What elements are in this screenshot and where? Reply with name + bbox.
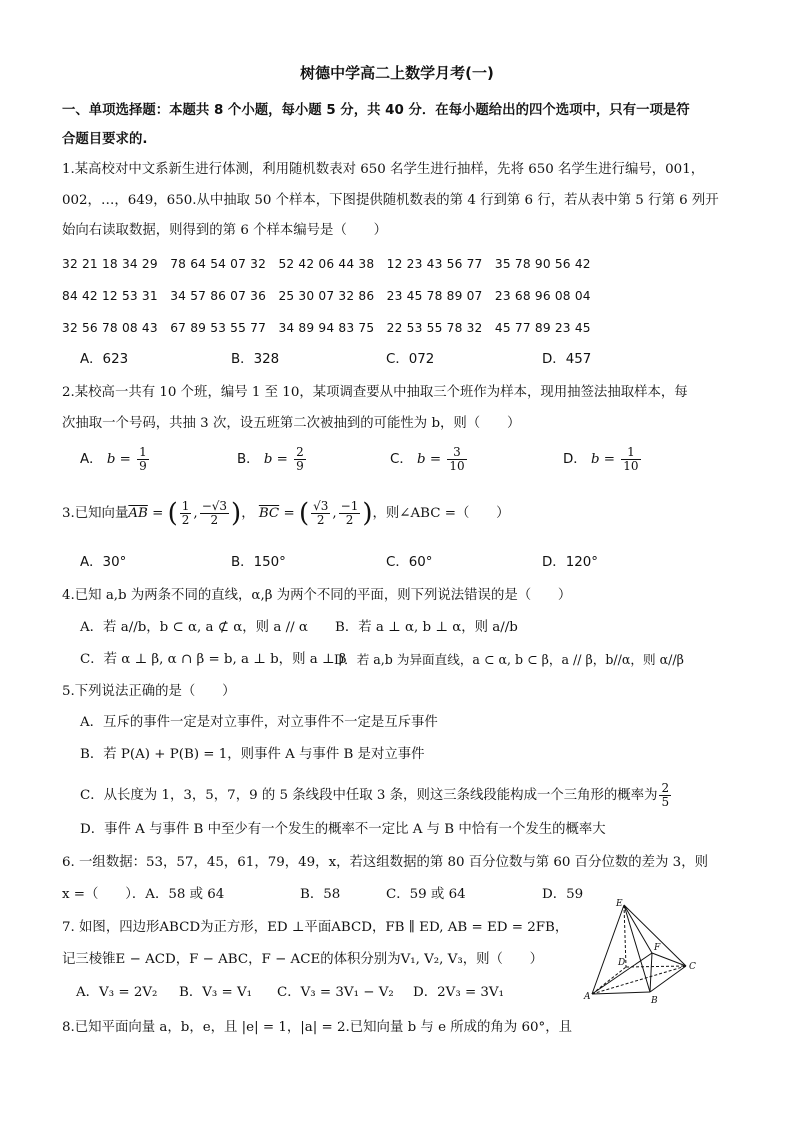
q2-option-a [80,446,151,473]
q2-option-a-fraction [137,446,149,473]
label-e: E [616,899,623,909]
random-table-row-5: 84 42 12 53 31 34 57 86 07 36 25 30 07 32 86 23 45 78 89 07 23 68 96 08 04 [62,289,591,303]
q1-line1: 1.某高校对中文系新生进行体测，利用随机数表对 650 名学生进行抽样，先将 650 名学生进行编号，001， [62,162,705,177]
q2-option-d-num: 1 [621,446,640,460]
q3-frac-a [180,500,192,527]
q5-option-b: B．若 P(A) + P(B) = 1，则事件 A 与事件 B 是对立事件 [80,747,425,762]
q2-option-d-label: D． [563,452,587,467]
q2-option-a-den: 9 [139,459,147,473]
q5-option-c-fraction [659,782,671,809]
label-c: C [689,962,696,972]
random-table-row-6: 32 56 78 08 43 67 89 53 55 77 34 89 94 83 75 22 53 55 78 32 45 77 89 23 45 [62,321,591,335]
q1-option-c: C．072 [386,352,435,367]
q2-option-c-den: 10 [449,459,465,473]
q5-option-c-den: 5 [661,795,670,809]
edge-fb [650,953,652,992]
q3-frac-b [200,500,229,527]
q1-option-b: B．328 [231,352,280,367]
edge-bc [650,966,686,992]
q6-option-d: D．59 [542,887,584,902]
q3-stem: 3.已知向量$\overline{AB}$ = ( $\frac{1}{2}$ , $\frac{-√3}{2}$ )， $\overline{BC}$ = ( $\frac{√3}{2}$ , $\frac{-1}{2}$ )，则∠ABC =（ ） [62,498,510,529]
q5-option-d: D．事件 A 与事件 B 中至少有一个发生的概率不一定比 A 与 B 中恰有一个发生的概率大 [80,822,606,837]
q2-option-c [390,446,469,473]
q7-option-c: C．V₃ = 3V₁ − V₂ [277,985,394,1000]
q3-vector-ab: $\overline{AB}$ [128,506,148,521]
q7-line2: 记三棱锥E − ACD，F − ABC，F − ACE的体积分别为V₁, V₂, V₃，则（ ） [62,952,544,967]
q2-option-c-lhs: b = [417,452,442,467]
q7-option-a: A．V₃ = 2V₂ [76,985,158,1000]
q2-option-a-label: A． [80,452,103,467]
q4-option-a: A．若 a//b，b ⊂ α, a ⊄ α，则 a // α [80,620,308,635]
q3-frac-c [311,500,330,527]
q4-option-d: D．若 a,b 为异面直线，a ⊂ α, b ⊂ β，a // β，b//α，则 α//β [334,652,684,667]
q6-option-b: B．58 [300,887,341,902]
q3-frac-c-num: √3 [313,499,329,513]
q2-option-a-lhs: b = [106,452,131,467]
q4-option-c: C．若 α ⊥ β, α ∩ β = b, a ⊥ b，则 a ⊥ β [80,652,347,667]
q7-pyramid-figure [582,895,710,1007]
q2-option-d [563,446,643,473]
q2-option-b-lhs: b = [263,452,288,467]
q5-option-a: A．互斥的事件一定是对立事件，对立事件不一定是互斥事件 [80,715,438,730]
edge-fc [652,953,686,966]
label-b: B [651,996,658,1006]
q3-frac-c-den: 2 [316,513,325,527]
label-a: A [584,992,591,1002]
q2-option-c-num: 3 [447,446,466,460]
q2-option-b-fraction [294,446,306,473]
q3-vector-bc: $\overline{BC}$ [258,506,280,521]
q1-option-d: D．457 [542,352,592,367]
q2-option-b [237,446,308,473]
q2-line2: 次抽取一个号码，共抽 3 次，设五班第二次被抽到的可能性为 b，则（ ） [62,416,521,431]
q2-option-b-den: 9 [296,459,304,473]
edge-ac-hidden [592,966,686,994]
q2-option-c-fraction [447,446,466,473]
q3-paren-open-2: ( [298,498,310,529]
q3-option-d: D．120° [542,555,598,570]
q5-option-c-text: C．从长度为 1，3，5，7，9 的 5 条线段中任取 3 条，则这三条线段能构成一个三角形的概率为 [80,788,658,803]
q3-option-a: A．30° [80,555,127,570]
q6-line2-option-a: x =（ ）．A．58 或 64 [62,887,225,902]
q3-prefix: 3.已知向量 [62,506,129,521]
q2-option-d-den: 10 [623,459,639,473]
page-title: 树德中学高二上数学月考(一) [300,64,494,82]
q8-line: 8.已知平面向量 a，b，e，且 |e| = 1，|a| = 2.已知向量 b 与 e 所成的角为 60°，且 [62,1020,572,1035]
section-heading-line2: 合题目要求的. [62,132,148,147]
q3-frac-b-num: −√3 [201,499,228,513]
q6-line1: 6. 一组数据：53，57，45，61，79，49，x，若这组数据的第 80 百分位数与第 60 百分位数的差为 3，则 [62,855,708,870]
q7-option-d: D．2V₃ = 3V₁ [413,985,504,1000]
q2-line1: 2.某校高一共有 10 个班，编号 1 至 10，某项调查要从中抽取三个班作为样本，现用抽签法抽取样本，每 [62,385,688,400]
label-d: D [618,958,626,968]
q2-option-a-num: 1 [139,445,147,459]
q5-stem: 5.下列说法正确的是（ ） [62,684,236,699]
q6-option-c: C．59 或 64 [386,887,466,902]
random-table-row-4: 32 21 18 34 29 78 64 54 07 32 52 42 06 44 38 12 23 43 56 77 35 78 90 56 42 [62,257,591,271]
q5-option-c [80,782,673,809]
q2-option-c-label: C． [390,452,413,467]
q3-frac-d-num: −1 [340,499,359,513]
q7-line1: 7. 如图，四边形ABCD为正方形，ED ⊥平面ABCD，FB ∥ ED, AB = ED = 2FB， [62,920,569,935]
q1-option-a: A．623 [80,352,129,367]
q3-paren-close-2: ) [362,498,373,529]
q3-option-c: C．60° [386,555,433,570]
q3-frac-b-den: 2 [210,513,219,527]
section-heading-line1: 一、单项选择题：本题共 8 个小题，每小题 5 分，共 40 分．在每小题给出的四个选项中，只有一项是符 [62,103,690,118]
q3-option-b: B．150° [231,555,286,570]
q3-frac-d [339,500,361,527]
q2-option-d-lhs: b = [590,452,616,467]
q1-line2: 002，…，649，650.从中抽取 50 个样本，下图提供随机数表的第 4 行到第 6 行，若从表中第 5 行第 6 列开 [62,193,719,208]
q3-frac-a-num: 1 [181,499,190,513]
q5-option-c-num: 2 [661,781,670,795]
q2-option-b-num: 2 [296,445,304,459]
q4-option-b: B．若 a ⊥ α, b ⊥ α，则 a//b [335,620,518,635]
q3-paren-open-1: ( [167,498,178,529]
edge-ea [592,905,624,994]
q2-option-d-fraction [621,446,640,473]
edge-ab [592,992,650,994]
q3-frac-a-den: 2 [181,513,190,527]
q3-frac-d-den: 2 [345,513,354,527]
q2-option-b-label: B． [237,452,260,467]
label-f: F [654,943,661,953]
q3-suffix: ，则∠ABC =（ ） [372,506,510,521]
q1-line3: 始向右读取数据，则得到的第 6 个样本编号是（ ） [62,223,388,238]
q7-option-b: B．V₃ = V₁ [179,985,253,1000]
q3-paren-close-1: ) [231,498,242,529]
q4-stem: 4.已知 a,b 为两条不同的直线，α,β 为两个不同的平面，则下列说法错误的是（ ） [62,588,572,603]
edge-dc-hidden [626,966,686,967]
